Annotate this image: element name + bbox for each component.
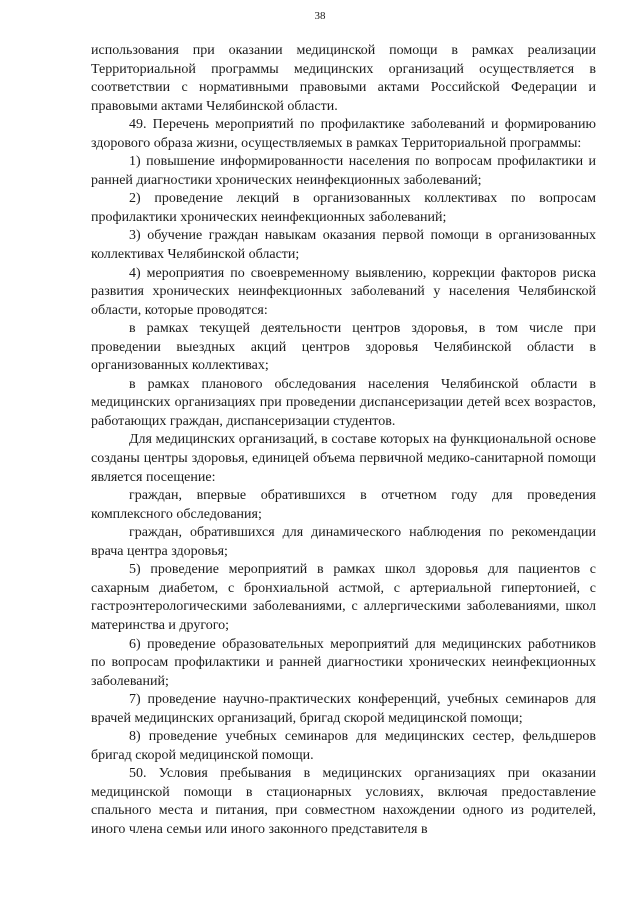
sub-item-planned-examination: в рамках планового обследования населения Челябинской области в медицинских организациях при проведении диспансеризации детей всех возрастов, работающих граждан, диспансеризации студентов. (91, 376, 596, 429)
list-item-6: 6) проведение образовательных мероприятий для медицинских работников по вопросам профилактики и ранней диагностики хронических неинфекционных заболеваний; (91, 636, 596, 689)
document-body (91, 42, 596, 840)
page-number: 38 (314, 10, 326, 22)
sub-item-health-centers: в рамках текущей деятельности центров здоровья, в том числе при проведении выездных акций центров здоровья Челябинской области в организованных коллективах; (91, 321, 596, 374)
list-item-3: 3) обучение граждан навыкам оказания первой помощи в организованных коллективах Челябинской области; (91, 228, 596, 263)
list-item-2: 2) проведение лекций в организованных коллективах по вопросам профилактики хронических неинфекционных заболеваний; (91, 191, 596, 225)
list-item-5: 5) проведение мероприятий в рамках школ здоровья для пациентов с сахарным диабетом, с бронхиальной астмой, с артериальной гипертонией, с гастроэнтерологическими заболеваниями, с аллергическими заболеваниями, школ материнства и другого; (91, 562, 596, 633)
paragraph-health-center-units: Для медицинских организаций, в составе которых на функциональной основе созданы центры здоровья, единицей объема первичной медико-санитарной помощи является посещение: (91, 432, 596, 485)
paragraph-item-49: 49. Перечень мероприятий по профилактике заболеваний и формированию здорового образа жизни, осуществляемых в рамках Территориальной программы: (91, 117, 596, 151)
list-item-7: 7) проведение научно-практических конференций, учебных семинаров для врачей медицинских организаций, бригад скорой медицинской помощи; (91, 692, 596, 726)
sub-item-first-visit: граждан, впервые обратившихся в отчетном году для проведения комплексного обследования; (91, 488, 596, 522)
list-item-8: 8) проведение учебных семинаров для медицинских сестер, фельдшеров бригад скорой медицинской помощи. (91, 729, 596, 763)
paragraph-item-50: 50. Условия пребывания в медицинских организациях при оказании медицинской помощи в стационарных условиях, включая предоставление спального места и питания, при совместном нахождении одного из родителей, иного члена семьи или иного законного представителя в (91, 766, 596, 837)
list-item-1: 1) повышение информированности населения по вопросам профилактики и ранней диагностики хронических неинфекционных заболеваний; (91, 154, 596, 188)
list-item-4: 4) мероприятия по своевременному выявлению, коррекции факторов риска развития хронических неинфекционных заболеваний у населения Челябинской области, которые проводятся: (91, 265, 596, 318)
sub-item-dynamic-observation: граждан, обратившихся для динамического наблюдения по рекомендации врача центра здоровья; (91, 525, 596, 559)
paragraph-continuation: использования при оказании медицинской помощи в рамках реализации Территориальной программы медицинских организаций осуществляется в соответствии с нормативными правовыми актами Российской Федерации и правовыми актами Челябинской области. (91, 43, 596, 114)
